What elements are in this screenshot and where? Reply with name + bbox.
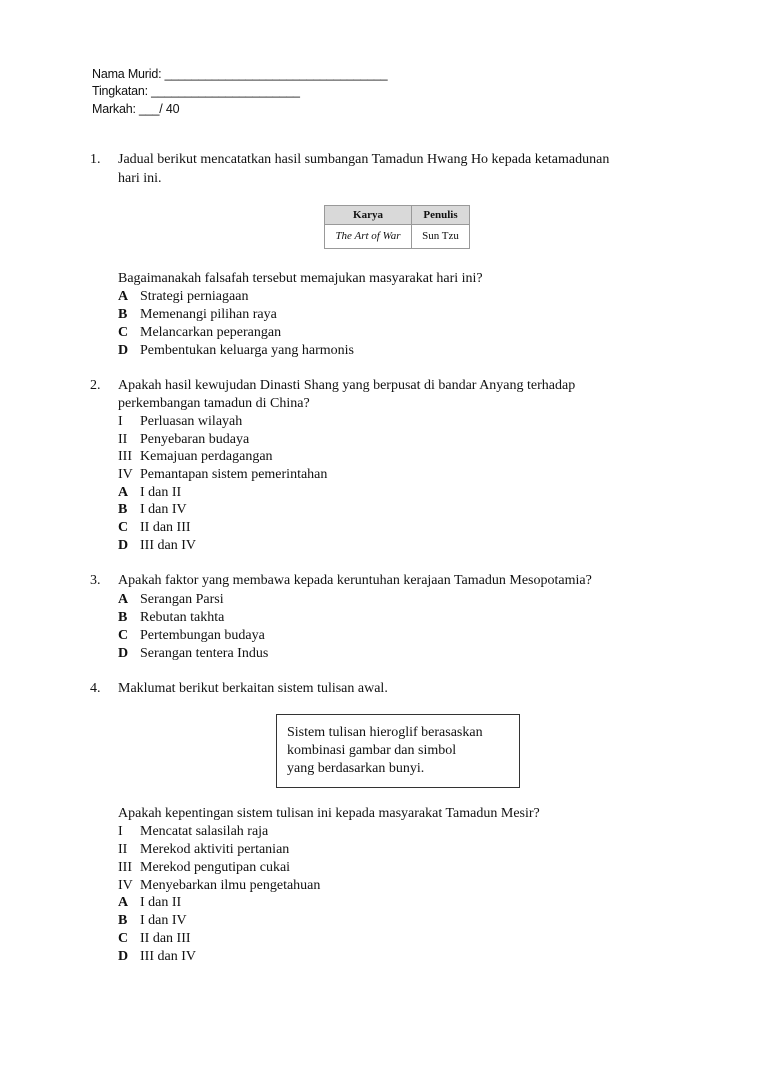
question-number: 1. [90,152,101,167]
question-stem-line: perkembangan tamadun di China? [118,396,310,411]
option-text: Serangan tentera Indus [140,646,269,661]
option-letter: A [118,289,129,304]
option-letter: D [118,646,129,661]
info-box-line: kombinasi gambar dan simbol [287,743,457,758]
question-number: 4. [90,681,101,696]
option-text: Strategi perniagaan [140,289,249,304]
statement-text: Penyebaran budaya [140,432,250,447]
statement-text: Menyebarkan ilmu pengetahuan [140,878,321,893]
option-letter: D [118,343,129,358]
option-text: II dan III [140,520,191,535]
question-stem-line: Jadual berikut mencatatkan hasil sumbangan Tamadun Hwang Ho kepada ketamadunan [118,152,610,167]
option-text: III dan IV [140,538,196,553]
option-text: Pembentukan keluarga yang harmonis [140,343,354,358]
option-letter: D [118,538,129,553]
option-letter: C [118,628,129,643]
option-text: I dan II [140,485,182,500]
statement-text: Merekod pengutipan cukai [140,860,291,875]
works-table [324,205,470,249]
question-number: 3. [90,573,101,588]
option-letter: B [118,502,128,517]
option-letter: B [118,610,128,625]
info-box-line: yang berdasarkan bunyi. [287,761,425,776]
option-letter: C [118,325,129,340]
option-text: Rebutan takhta [140,610,225,625]
statement-numeral: IV [118,878,133,893]
option-text: Pertembungan budaya [140,628,265,643]
table-header-cell: Karya [353,209,383,221]
statement-text: Pemantapan sistem pemerintahan [140,467,328,482]
statement-text: Mencatat salasilah raja [140,824,269,839]
option-letter: A [118,485,129,500]
option-text: Serangan Parsi [140,592,224,607]
student-name-line: Nama Murid: _________________________________ [92,67,388,81]
statement-numeral: I [118,414,123,429]
info-box [276,714,520,788]
question-stem-line: Apakah hasil kewujudan Dinasti Shang yang berpusat di bandar Anyang terhadap [118,378,576,393]
table-cell: Sun Tzu [422,230,459,242]
statement-numeral: IV [118,467,133,482]
statement-numeral: II [118,432,128,447]
question-prompt: Apakah kepentingan sistem tulisan ini kepada masyarakat Tamadun Mesir? [118,806,540,821]
table-header-cell: Penulis [423,209,458,221]
option-text: II dan III [140,931,191,946]
option-text: III dan IV [140,949,196,964]
question-prompt: Bagaimanakah falsafah tersebut memajukan masyarakat hari ini? [118,271,483,286]
question-stem-line: Maklumat berikut berkaitan sistem tulisan awal. [118,681,388,696]
option-letter: C [118,931,129,946]
option-letter: B [118,307,128,322]
question-stem-line: Apakah faktor yang membawa kepada keruntuhan kerajaan Tamadun Mesopotamia? [118,573,592,588]
option-letter: C [118,520,129,535]
option-text: I dan II [140,895,182,910]
statement-text: Perluasan wilayah [140,414,243,429]
option-letter: A [118,895,129,910]
option-text: Memenangi pilihan raya [140,307,277,322]
statement-numeral: I [118,824,123,839]
option-text: I dan IV [140,502,187,517]
marks-line: Markah: ___/ 40 [92,102,180,116]
question-stem-line: hari ini. [118,171,162,186]
question-number: 2. [90,378,101,393]
statement-numeral: III [118,860,132,875]
statement-numeral: II [118,842,128,857]
option-letter: A [118,592,129,607]
statement-text: Kemajuan perdagangan [140,449,273,464]
option-letter: B [118,913,128,928]
info-box-line: Sistem tulisan hieroglif berasaskan [287,725,483,740]
grade-line: Tingkatan: ______________________ [92,84,300,98]
statement-numeral: III [118,449,132,464]
option-letter: D [118,949,129,964]
table-cell: The Art of War [335,230,401,242]
statement-text: Merekod aktiviti pertanian [140,842,290,857]
option-text: I dan IV [140,913,187,928]
option-text: Melancarkan peperangan [140,325,282,340]
